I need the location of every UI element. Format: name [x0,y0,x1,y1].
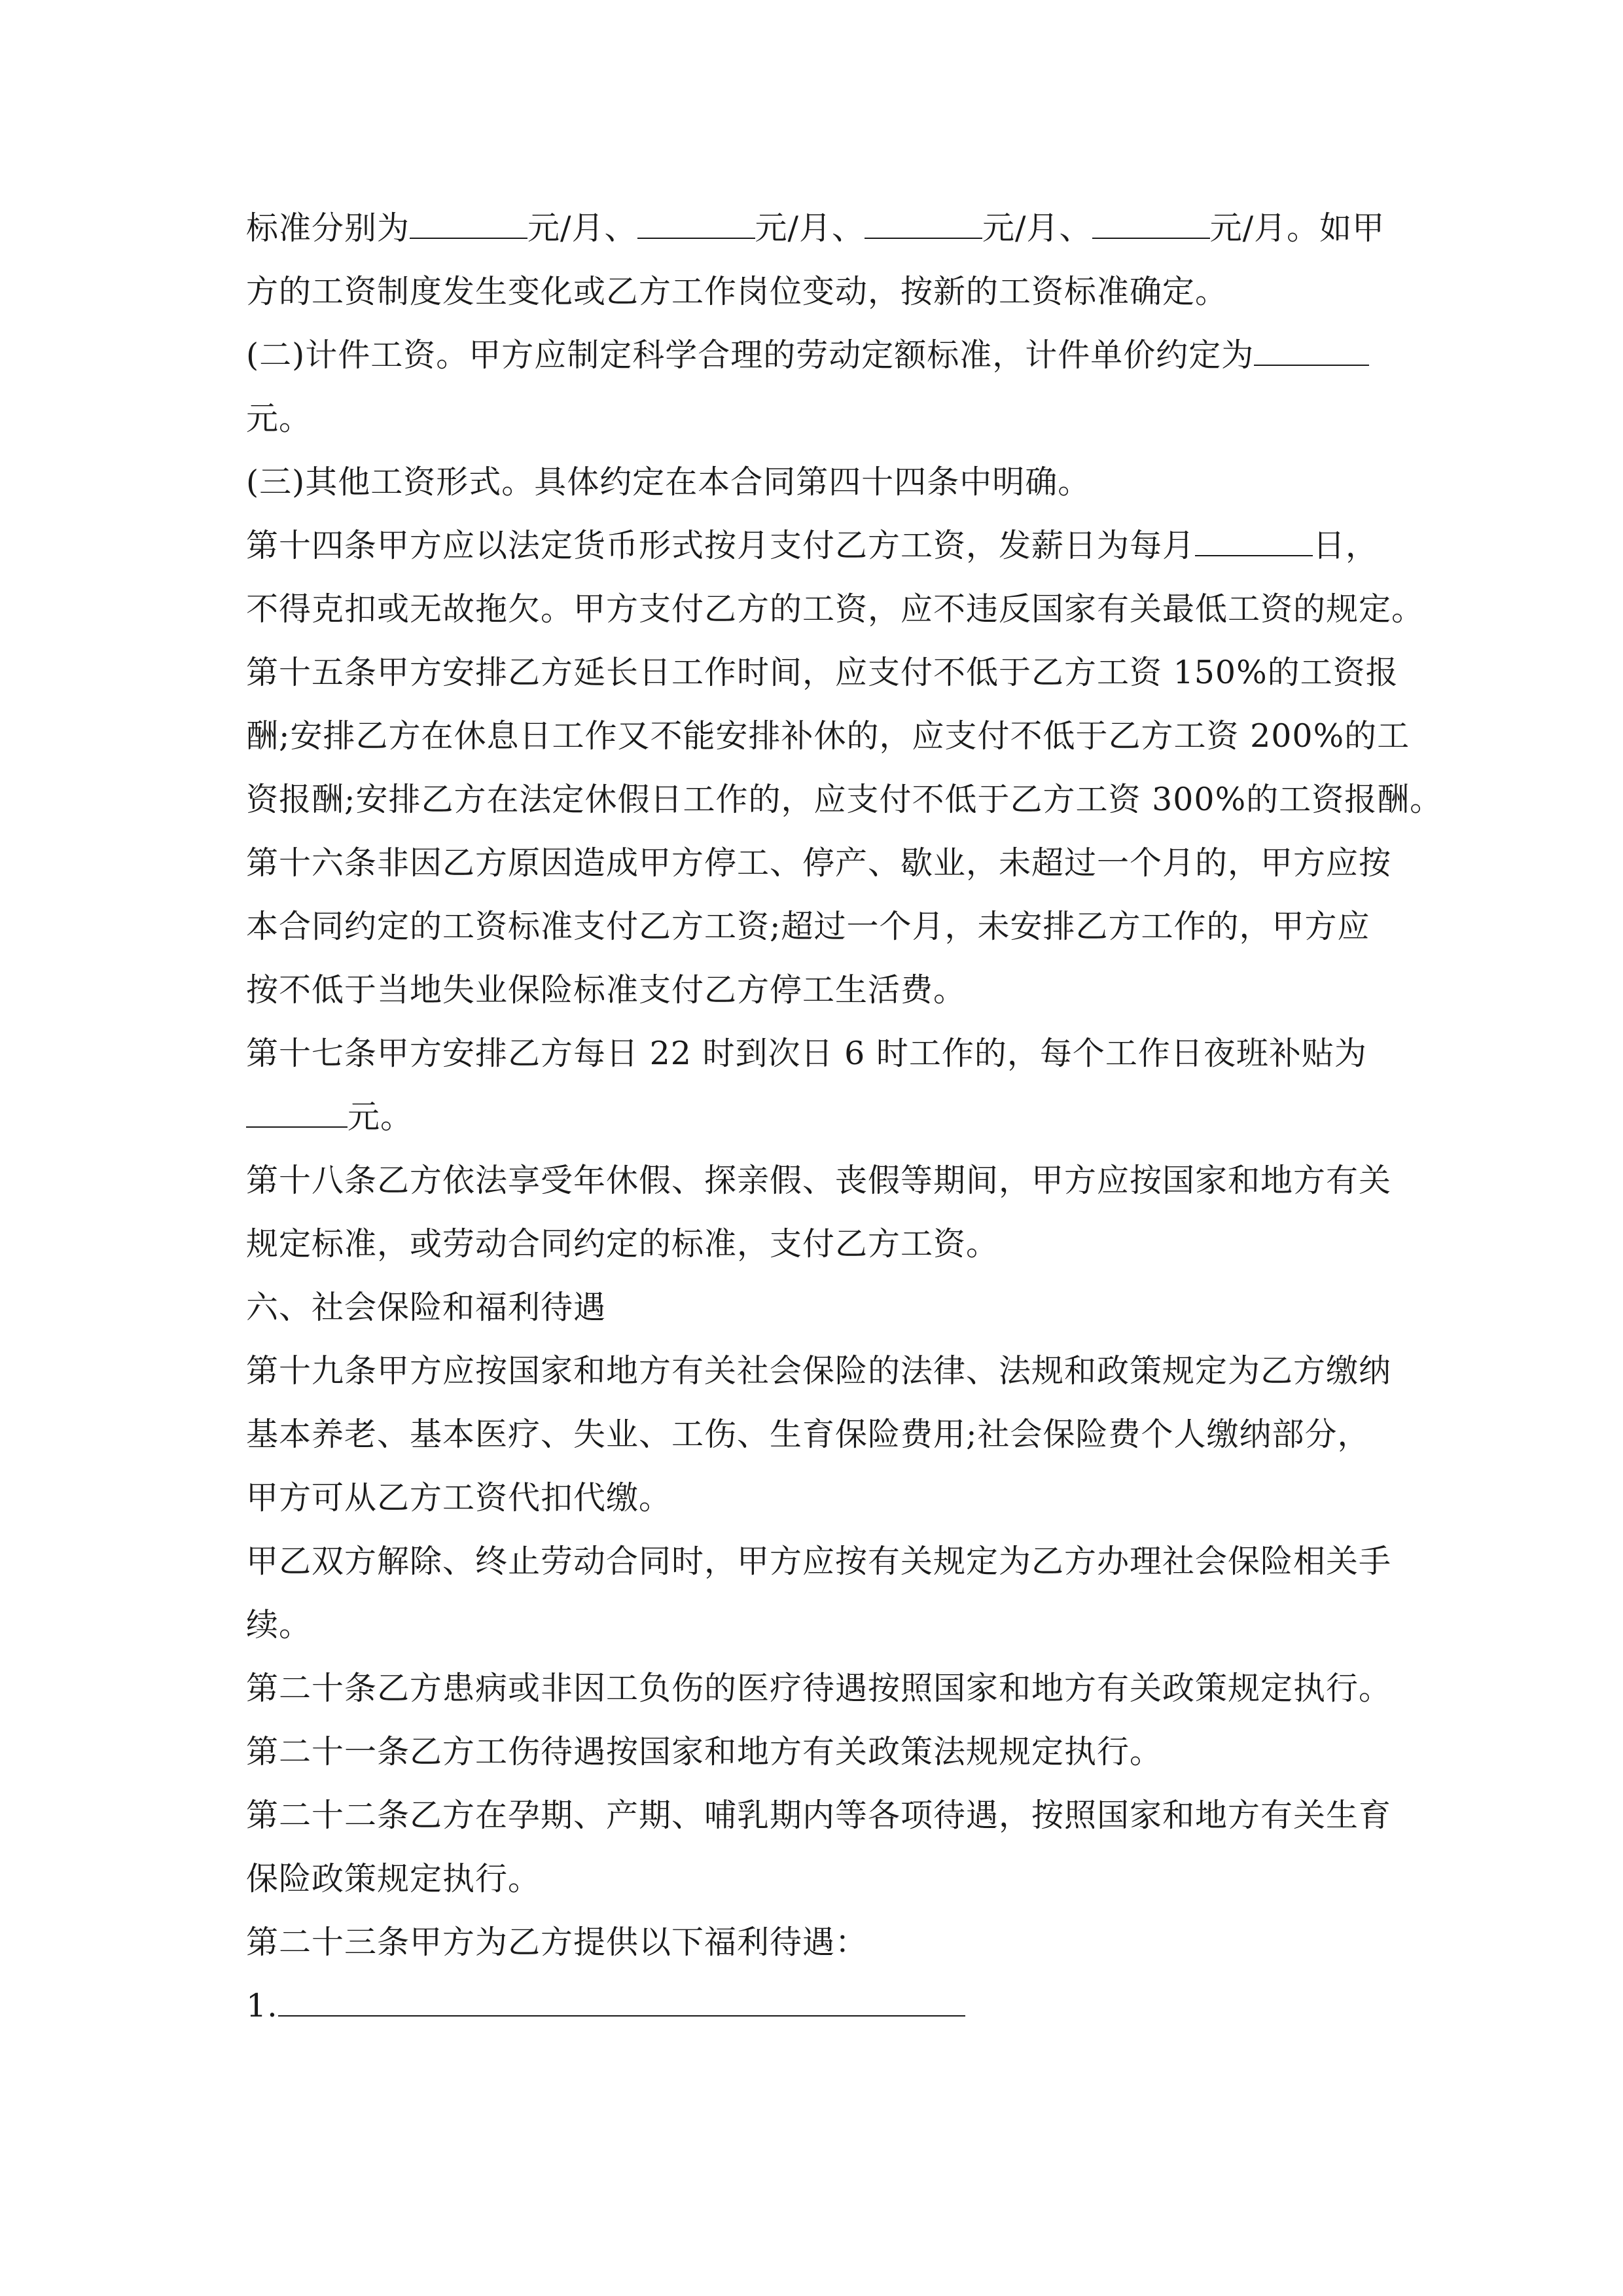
fill-in-blank [865,211,982,239]
text-segment: 元/月、 [755,209,865,247]
text-line [246,323,1378,387]
fill-in-blank [246,1100,348,1128]
text-line: 第十六条非因乙方原因造成甲方停工、停产、歇业，未超过一个月的，甲方应按 [246,844,1392,882]
text-line: 第二十一条乙方工伤待遇按国家和地方有关政策法规规定执行。 [246,1733,1163,1770]
text-line: 资报酬;安排乙方在法定休假日工作的，应支付不低于乙方工资 300%的工资报酬。 [246,781,1443,818]
document-body [246,196,1443,2037]
text-line [246,1085,1378,1149]
text-line: 不得克扣或无故拖欠。甲方支付乙方的工资，应不违反国家有关最低工资的规定。 [246,590,1425,628]
fill-in-blank [410,211,527,239]
text-segment: 第十四条甲方应以法定货币形式按月支付乙方工资，发薪日为每月 [246,527,1196,564]
text-segment: 标准分别为 [246,209,410,247]
text-line: 保险政策规定执行。 [246,1860,541,1897]
text-line: 第十八条乙方依法享受年休假、探亲假、丧假等期间，甲方应按国家和地方有关 [246,1162,1392,1199]
text-segment: 元/月。如甲 [1209,209,1385,247]
text-line: 第十五条甲方安排乙方延长日工作时间，应支付不低于乙方工资 150%的工资报 [246,654,1399,691]
text-line: 第二十三条甲方为乙方提供以下福利待遇： [246,1924,868,1961]
text-line: 甲方可从乙方工资代扣代缴。 [246,1479,672,1516]
text-line: 本合同约定的工资标准支付乙方工资;超过一个月，未安排乙方工作的，甲方应 [246,908,1370,945]
fill-in-blank [637,211,755,239]
fill-in-blank [1195,529,1313,556]
fill-in-blank [278,1989,965,2017]
text-segment: 日， [1313,527,1379,564]
list-number: 1. [246,1987,278,2024]
text-line: 方的工资制度发生变化或乙方工作岗位变动，按新的工资标准确定。 [246,273,1228,310]
text-line [246,514,1378,577]
text-line: 第二十二条乙方在孕期、产期、哺乳期内等各项待遇，按照国家和地方有关生育 [246,1797,1392,1834]
text-segment: 元/月、 [527,209,637,247]
text-line: 基本养老、基本医疗、失业、工伤、生育保险费用;社会保险费个人缴纳部分， [246,1416,1370,1453]
text-line: 按不低于当地失业保险标准支付乙方停工生活费。 [246,971,967,1009]
section-heading: 六、社会保险和福利待遇 [246,1289,607,1326]
text-line: 第十九条甲方应按国家和地方有关社会保险的法律、法规和政策规定为乙方缴纳 [246,1352,1392,1390]
text-line [246,196,1385,260]
text-line [246,1974,1378,2037]
text-segment: 元/月、 [982,209,1092,247]
text-line: 甲乙双方解除、终止劳动合同时，甲方应按有关规定为乙方办理社会保险相关手 [246,1543,1392,1580]
text-segment: (二)计件工资。甲方应制定科学合理的劳动定额标准，计件单价约定为 [246,336,1255,374]
text-line: 酬;安排乙方在休息日工作又不能安排补休的，应支付不低于乙方工资 200%的工 [246,717,1410,755]
text-line: 第十七条甲方安排乙方每日 22 时到次日 6 时工作的，每个工作日夜班补贴为 [246,1035,1367,1072]
fill-in-blank [1092,211,1210,239]
text-line: (三)其他工资形式。具体约定在本合同第四十四条中明确。 [246,463,1091,501]
text-line: 续。 [246,1606,312,1643]
text-line: 第二十条乙方患病或非因工负伤的医疗待遇按照国家和地方有关政策规定执行。 [246,1670,1392,1707]
fill-in-blank [1254,338,1369,366]
text-segment: 元。 [348,1098,414,1136]
text-line: 规定标准，或劳动合同约定的标准，支付乙方工资。 [246,1225,999,1263]
text-line: 元。 [246,400,312,437]
